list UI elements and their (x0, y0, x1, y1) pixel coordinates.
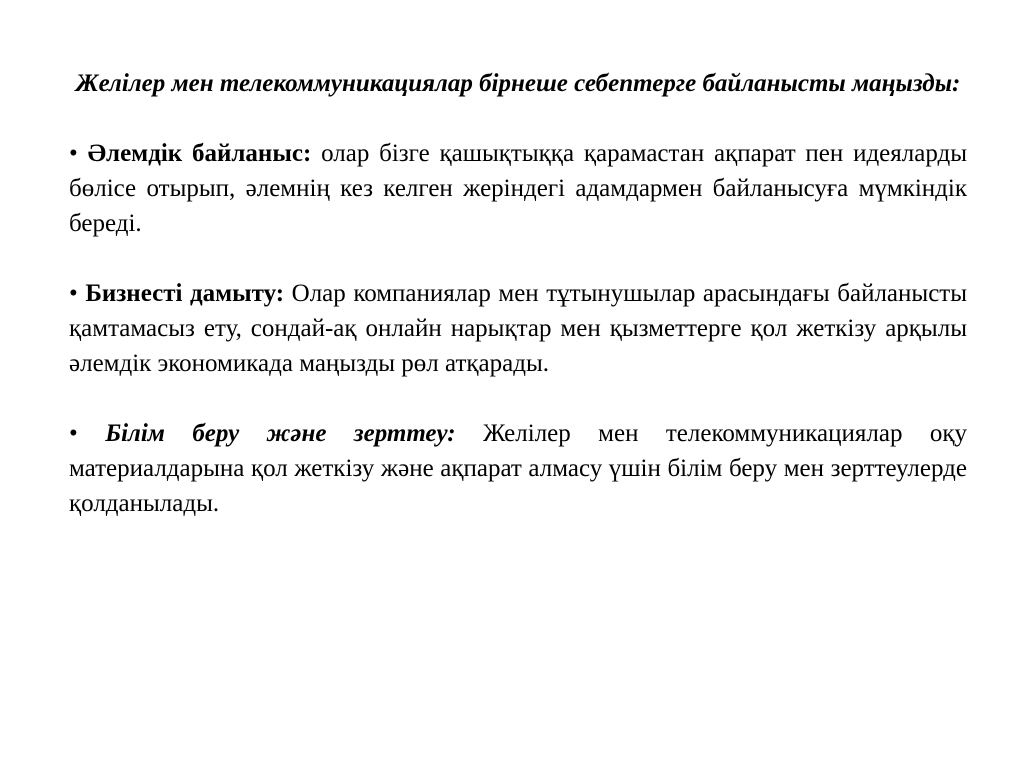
point-global-communication (69, 136, 967, 241)
point-business-development (69, 276, 967, 381)
bullet-marker: • (69, 420, 78, 447)
slide-content (69, 66, 967, 521)
point-heading: Білім беру және зерттеу: (105, 420, 456, 447)
bullet-marker: • (69, 140, 78, 167)
bullet-marker: • (69, 280, 78, 307)
point-heading: Әлемдік байланыс: (87, 140, 312, 167)
point-heading: Бизнесті дамыту: (85, 280, 285, 307)
point-text: Олар компаниялар мен тұтынушылар арасындағы байланысты қамтамасыз ету, сондай-ақ онлайн нарықтар мен қызметтерге қол жеткізу арқылы әлемдік экономикада маңызды рөл атқарады. (69, 280, 968, 377)
slide-title: Желілер мен телекоммуникациялар бірнеше себептерге байланысты маңызды: (75, 70, 961, 97)
point-text: олар бізге қашықтыққа қарамастан ақпарат пен идеяларды бөлісе отырып, әлемнің кез келген жеріндегі адамдармен байланысуға мүмкіндік береді. (69, 140, 968, 237)
point-education-research (69, 416, 967, 521)
point-text: Желілер мен телекоммуникациялар оқу материалдарына қол жеткізу және ақпарат алмасу үшін білім беру мен зерттеулерде қолданылады. (69, 420, 968, 517)
